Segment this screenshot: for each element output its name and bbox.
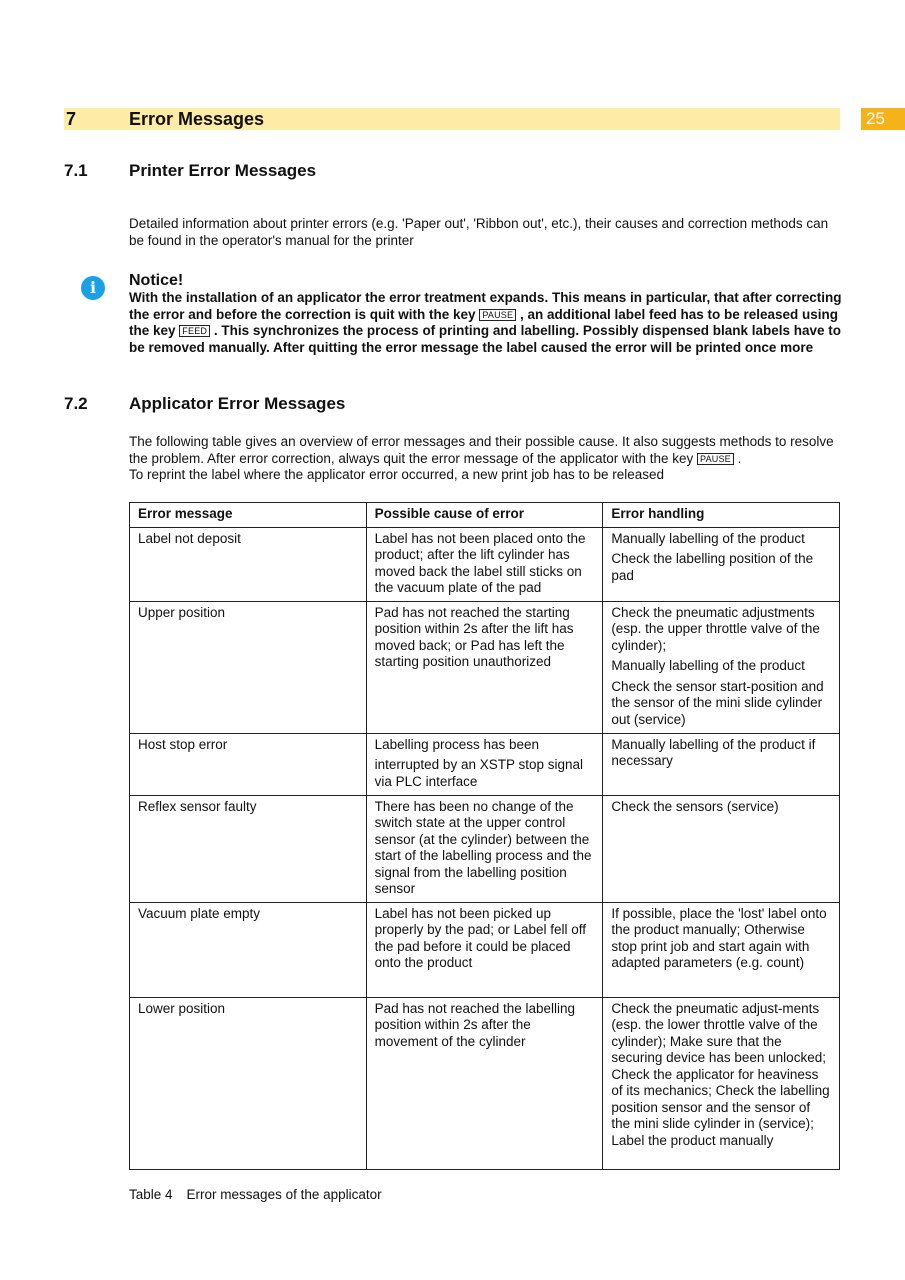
section-7-2-text-1: The following table gives an overview of error messages and their possible cause. It also suggests methods to resolve the problem. After error correction, always quit the error message of the applicator with the key bbox=[129, 434, 834, 466]
feed-key: FEED bbox=[179, 325, 210, 337]
table-row bbox=[130, 527, 840, 601]
handling-cell bbox=[603, 795, 840, 902]
notice-text bbox=[129, 290, 844, 356]
table-caption bbox=[129, 1187, 382, 1202]
chapter-title: Error Messages bbox=[129, 109, 265, 129]
notice-text-3: . This synchronizes the process of printing and labelling. Possibly dispensed blank labels have to be removed manually. After quitting the error message the label caused the error will be printed once more bbox=[129, 323, 842, 355]
cause-text: Pad has not reached the starting position within 2s after the lift has moved back; or Pad has left the starting position unauthorized bbox=[374, 604, 574, 669]
column-header: Error handling bbox=[603, 503, 840, 528]
handling-cell bbox=[603, 527, 840, 601]
chapter-number: 7 bbox=[66, 109, 77, 129]
handling-cell bbox=[603, 733, 840, 795]
caption-label: Table 4 bbox=[129, 1187, 173, 1202]
handling-text: Check the pneumatic adjust-ments (esp. the lower throttle valve of the cylinder); Make sure that the securing device has been unlocked; Check the applicator for heaviness of its mechanics; Check the labelling position sensor and the sensor of the mini slide cylinder in (service); Label the product manually bbox=[611, 1000, 830, 1148]
cause-cell bbox=[366, 795, 603, 902]
page-number: 25 bbox=[861, 108, 905, 130]
table-row bbox=[130, 902, 840, 997]
section-7-2-text bbox=[129, 434, 844, 484]
column-header: Possible cause of error bbox=[366, 503, 603, 528]
cause-cell bbox=[366, 902, 603, 997]
handling-cell bbox=[603, 902, 840, 997]
table-row bbox=[130, 601, 840, 733]
section-7-1-number: 7.1 bbox=[64, 161, 88, 180]
error-message-cell: Vacuum plate empty bbox=[130, 902, 367, 997]
cause-text: Pad has not reached the labelling position within 2s after the movement of the cylinder bbox=[374, 1000, 576, 1049]
notice-title: Notice! bbox=[129, 272, 184, 289]
error-message-cell: Lower position bbox=[130, 997, 367, 1169]
error-table bbox=[129, 502, 840, 1170]
cause-text: There has been no change of the switch state at the upper control sensor (at the cylinder) between the start of the labelling process and the signal from the labelling position sensor bbox=[374, 798, 592, 896]
handling-text: Check the pneumatic adjustments (esp. the upper throttle valve of the cylinder); bbox=[611, 604, 820, 653]
section-7-1-text: Detailed information about printer errors (e.g. 'Paper out', 'Ribbon out', etc.), their causes and correction methods can be found in the operator's manual for the printer bbox=[129, 216, 829, 248]
cause-text: Label has not been picked up properly by the pad; or Label fell off the pad before it could be placed onto the product bbox=[374, 905, 587, 970]
cause-text: Label has not been placed onto the product; after the lift cylinder has moved back the label still sticks on the vacuum plate of the pad bbox=[374, 530, 586, 595]
cause-cell bbox=[366, 527, 603, 601]
cause-cell bbox=[366, 733, 603, 795]
notice-text-2: , an additional label feed has to be released using the key bbox=[129, 306, 839, 339]
section-7-2-title: Applicator Error Messages bbox=[129, 394, 346, 413]
error-message-cell: Host stop error bbox=[130, 733, 367, 795]
pause-key: PAUSE bbox=[697, 453, 734, 465]
error-message-cell: Reflex sensor faulty bbox=[130, 795, 367, 902]
caption-text: Error messages of the applicator bbox=[186, 1187, 382, 1202]
cause-text: Labelling process has been bbox=[374, 736, 540, 752]
info-icon: i bbox=[81, 276, 105, 300]
notice-text-1: With the installation of an applicator the error treatment expands. This means in particular, that after correcting the error and before the correction is quit with the key bbox=[129, 290, 842, 322]
table-row bbox=[130, 997, 840, 1169]
handling-text: Check the sensor start-position and the sensor of the mini slide cylinder out (service) bbox=[611, 678, 824, 727]
cause-cell bbox=[366, 997, 603, 1169]
handling-text: If possible, place the 'lost' label onto the product manually; Otherwise stop print job and start again with adapted parameters (e.g. count) bbox=[611, 905, 827, 970]
handling-text: Check the sensors (service) bbox=[611, 798, 779, 814]
cause-cell bbox=[366, 601, 603, 733]
handling-cell bbox=[603, 997, 840, 1169]
section-7-2-number: 7.2 bbox=[64, 394, 88, 413]
handling-text: Manually labelling of the product bbox=[611, 530, 805, 546]
cause-text: interrupted by an XSTP stop signal via PLC interface bbox=[374, 757, 584, 789]
section-7-1-title: Printer Error Messages bbox=[129, 161, 317, 180]
table-header-row bbox=[130, 503, 840, 528]
error-message-cell: Label not deposit bbox=[130, 527, 367, 601]
pause-key: PAUSE bbox=[479, 309, 516, 321]
table-row bbox=[130, 733, 840, 795]
handling-text: Check the labelling position of the pad bbox=[611, 551, 814, 583]
handling-text: Manually labelling of the product if necessary bbox=[611, 736, 816, 768]
handling-cell bbox=[603, 601, 840, 733]
section-7-2-text-2: . bbox=[737, 450, 742, 466]
section-7-2-text-3: To reprint the label where the applicator error occurred, a new print job has to be released bbox=[129, 467, 665, 482]
column-header: Error message bbox=[130, 503, 367, 528]
table-row bbox=[130, 795, 840, 902]
error-message-cell: Upper position bbox=[130, 601, 367, 733]
handling-text: Manually labelling of the product bbox=[611, 658, 805, 673]
